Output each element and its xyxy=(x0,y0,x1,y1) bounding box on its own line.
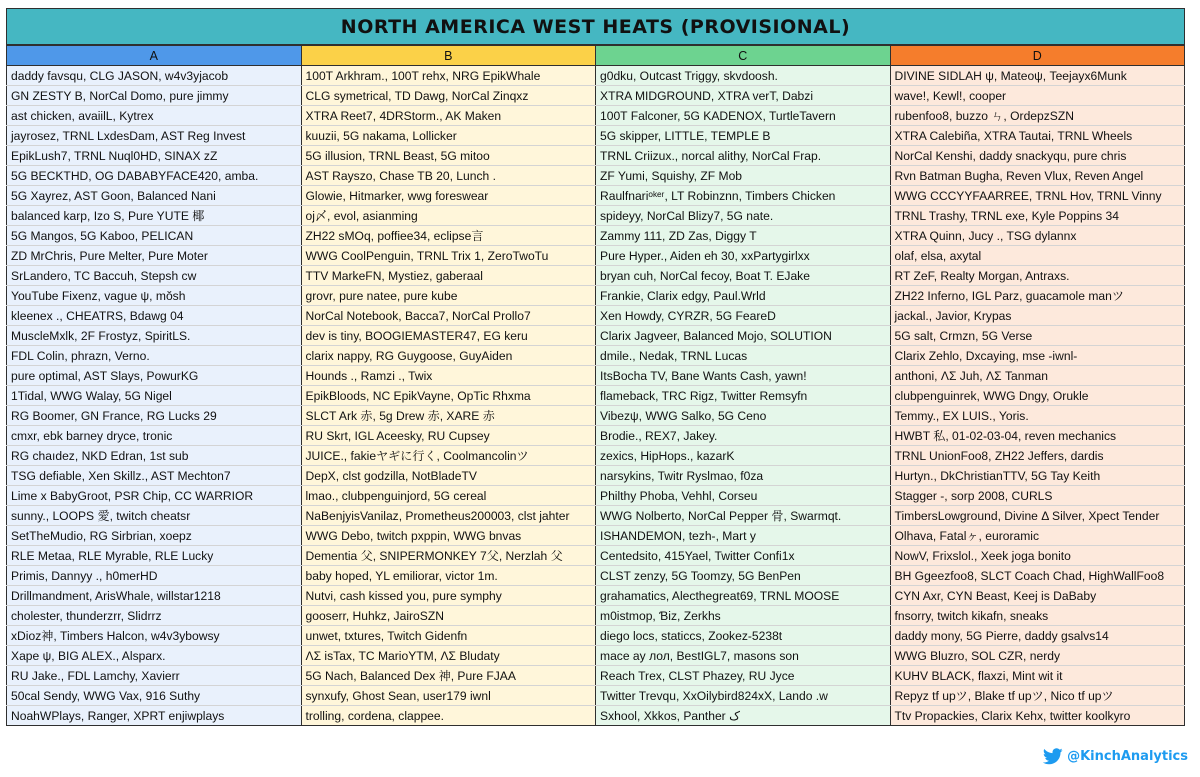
heat-cell-a: MuscleMxlk, 2F Frostyz, SpiritLS. xyxy=(7,326,302,346)
heat-cell-b: clarix nappy, RG Guygoose, GuyAiden xyxy=(301,346,596,366)
heat-cell-c: flameback, TRC Rigz, Twitter Remsyfn xyxy=(596,386,891,406)
heat-cell-d: clubpenguinrek, WWG Dngy, Orukle xyxy=(890,386,1185,406)
heat-cell-a: xDioz神, Timbers Halcon, w4v3ybowsy xyxy=(7,626,302,646)
heat-cell-b: grovr, pure natee, pure kube xyxy=(301,286,596,306)
heat-cell-b: Dementia 父, SNIPERMONKEY 7父, Nerzlah 父 xyxy=(301,546,596,566)
twitter-handle: @KinchAnalytics xyxy=(1067,749,1188,764)
heat-cell-c: g0dku, Outcast Triggy, skvdoosh. xyxy=(596,66,891,86)
table-row xyxy=(7,706,1185,726)
table-row xyxy=(7,546,1185,566)
heat-cell-d: NorCal Kenshi, daddy snackyqu, pure chris xyxy=(890,146,1185,166)
table-row xyxy=(7,206,1185,226)
twitter-bird-icon xyxy=(1043,748,1063,765)
heat-cell-c: Frankie, Clarix edgy, Paul.Wrld xyxy=(596,286,891,306)
heat-cell-d: fnsorry, twitch kikafn, sneaks xyxy=(890,606,1185,626)
table-row xyxy=(7,126,1185,146)
heat-cell-c: Clarix Jagveer, Balanced Mojo, SOLUTION xyxy=(596,326,891,346)
heat-cell-a: Lime x BabyGroot, PSR Chip, CC WARRIOR xyxy=(7,486,302,506)
heat-cell-c: TRNL Criizux., norcal alithy, NorCal Frap. xyxy=(596,146,891,166)
table-row xyxy=(7,246,1185,266)
table-row xyxy=(7,606,1185,626)
heat-cell-c: XTRA MIDGROUND, XTRA verT, Dabzi xyxy=(596,86,891,106)
table-row xyxy=(7,306,1185,326)
heat-cell-a: GN ZESTY B, NorCal Domo, pure jimmy xyxy=(7,86,302,106)
heat-cell-a: EpikLush7, TRNL Nuql0HD, SINAX zZ xyxy=(7,146,302,166)
table-row xyxy=(7,346,1185,366)
table-row xyxy=(7,466,1185,486)
heat-cell-b: NaBenjyisVanilaz, Prometheus200003, clst jahter xyxy=(301,506,596,526)
heat-cell-a: FDL Colin, phrazn, Verno. xyxy=(7,346,302,366)
heats-table xyxy=(6,45,1185,726)
heat-cell-b: CLG symetrical, TD Dawg, NorCal Zinqxz xyxy=(301,86,596,106)
heat-cell-a: sunny., LOOPS 愛, twitch cheatsr xyxy=(7,506,302,526)
heat-cell-c: Vibezψ, WWG Salko, 5G Ceno xyxy=(596,406,891,426)
table-row xyxy=(7,166,1185,186)
table-row xyxy=(7,566,1185,586)
heat-cell-a: 5G BECKTHD, OG DABABYFACE420, amba. xyxy=(7,166,302,186)
heat-cell-d: Clarix Zehlo, Dxcaying, mse -iwnl- xyxy=(890,346,1185,366)
heat-cell-b: trolling, cordena, clappee. xyxy=(301,706,596,726)
heat-cell-b: dev is tiny, BOOGIEMASTER47, EG keru xyxy=(301,326,596,346)
heat-cell-d: anthoni, ΛΣ Juh, ΛΣ Tanman xyxy=(890,366,1185,386)
heat-cell-c: mace ay лол, BestIGL7, masons son xyxy=(596,646,891,666)
heat-cell-d: XTRA Calebiña, XTRA Tautai, TRNL Wheels xyxy=(890,126,1185,146)
heat-cell-c: narsykins, Twitr Ryslmao, f0za xyxy=(596,466,891,486)
heat-cell-b: WWG CoolPenguin, TRNL Trix 1, ZeroTwoTu xyxy=(301,246,596,266)
heat-cell-d: Rvn Batman Bugha, Reven Vlux, Reven Angel xyxy=(890,166,1185,186)
heat-cell-c: Centedsito, 415Yael, Twitter Confi1x xyxy=(596,546,891,566)
header-row xyxy=(7,46,1185,66)
table-row xyxy=(7,666,1185,686)
heat-cell-a: 50cal Sendy, WWG Vax, 916 Suthy xyxy=(7,686,302,706)
heat-cell-d: Olhava, Fatalヶ, euroramic xyxy=(890,526,1185,546)
heat-cell-b: Hounds ., Ramzi ., Twix xyxy=(301,366,596,386)
heats-body xyxy=(7,66,1185,726)
table-row xyxy=(7,526,1185,546)
heat-cell-d: KUHV BLACK, flaxzi, Mint wit it xyxy=(890,666,1185,686)
heat-cell-a: Drillmandment, ArisWhale, willstar1218 xyxy=(7,586,302,606)
heat-cell-b: 100T Arkhram., 100T rehx, NRG EpikWhale xyxy=(301,66,596,86)
heat-cell-c: bryan cuh, NorCal fecoy, Boat T. EJake xyxy=(596,266,891,286)
heat-cell-b: synxufy, Ghost Sean, user179 iwnl xyxy=(301,686,596,706)
heat-cell-d: daddy mony, 5G Pierre, daddy gsalvs14 xyxy=(890,626,1185,646)
heat-cell-c: ItsBocha TV, Bane Wants Cash, yawn! xyxy=(596,366,891,386)
heat-cell-c: CLST zenzy, 5G Toomzy, 5G BenPen xyxy=(596,566,891,586)
heat-cell-b: Glowie, Hitmarker, wwg foreswear xyxy=(301,186,596,206)
heat-cell-a: cholester, thunderzrr, Slidrrz xyxy=(7,606,302,626)
heat-cell-b: gooserr, Huhkz, JairoSZN xyxy=(301,606,596,626)
heat-cell-a: RLE Metaa, RLE Myrable, RLE Lucky xyxy=(7,546,302,566)
heat-cell-a: daddy favsqu, CLG JASON, w4v3yjacob xyxy=(7,66,302,86)
heat-cell-c: ZF Yumi, Squishy, ZF Mob xyxy=(596,166,891,186)
heat-cell-d: olaf, elsa, axytal xyxy=(890,246,1185,266)
heat-cell-c: spideyy, NorCal Blizy7, 5G nate. xyxy=(596,206,891,226)
heat-cell-c: Pure Hyper., Aiden eh 30, xxPartygirlxx xyxy=(596,246,891,266)
heat-cell-a: YouTube Fixenz, vague ψ, mŏsh xyxy=(7,286,302,306)
table-row xyxy=(7,406,1185,426)
table-row xyxy=(7,586,1185,606)
heat-cell-a: TSG defiable, Xen Skillz., AST Mechton7 xyxy=(7,466,302,486)
heat-cell-b: NorCal Notebook, Bacca7, NorCal Prollo7 xyxy=(301,306,596,326)
heat-cell-c: Raulfnariᵒᵏᵉʳ, LT Robinznn, Timbers Chicken xyxy=(596,186,891,206)
heat-cell-c: Xen Howdy, CYRZR, 5G FeareD xyxy=(596,306,891,326)
heat-cell-b: ZH22 sMOq, poffiee34, eclipse言 xyxy=(301,226,596,246)
heat-cell-d: RT ZeF, Realty Morgan, Antraxs. xyxy=(890,266,1185,286)
table-row xyxy=(7,66,1185,86)
table-row xyxy=(7,86,1185,106)
heat-cell-d: Ttv Propackies, Clarix Kehx, twitter koolkyro xyxy=(890,706,1185,726)
heat-cell-a: pure optimal, AST Slays, PowurKG xyxy=(7,366,302,386)
table-row xyxy=(7,446,1185,466)
heat-cell-a: jayrosez, TRNL LxdesDam, AST Reg Invest xyxy=(7,126,302,146)
heat-cell-b: AST Rayszo, Chase TB 20, Lunch . xyxy=(301,166,596,186)
heat-cell-c: Brodie., REX7, Jakey. xyxy=(596,426,891,446)
heat-cell-b: SLCT Ark 赤, 5g Drew 赤, XARE 赤 xyxy=(301,406,596,426)
heat-cell-a: ast chicken, avaiilL, Kytrex xyxy=(7,106,302,126)
heat-cell-d: BH Ggeezfoo8, SLCT Coach Chad, HighWallFoo8 xyxy=(890,566,1185,586)
heat-cell-d: HWBT 私, 01-02-03-04, reven mechanics xyxy=(890,426,1185,446)
heat-cell-d: NowV, Frixslol., Xeek joga bonito xyxy=(890,546,1185,566)
heat-cell-d: TRNL UnionFoo8, ZH22 Jeffers, dardis xyxy=(890,446,1185,466)
heat-cell-c: ISHANDEMON, tezh-, Mart y xyxy=(596,526,891,546)
heat-cell-c: grahamatics, Alecthegreat69, TRNL MOOSE xyxy=(596,586,891,606)
heat-cell-d: TRNL Trashy, TRNL exe, Kyle Poppins 34 xyxy=(890,206,1185,226)
heat-cell-a: SrLandero, TC Baccuh, Stepsh cw xyxy=(7,266,302,286)
heat-cell-b: Nutvi, cash kissed you, pure symphy xyxy=(301,586,596,606)
heat-cell-a: NoahWPlays, Ranger, XPRT enjiwplays xyxy=(7,706,302,726)
heat-cell-b: 5G Nach, Balanced Dex 神, Pure FJAA xyxy=(301,666,596,686)
table-row xyxy=(7,386,1185,406)
table-row xyxy=(7,326,1185,346)
heat-cell-a: 5G Xayrez, AST Goon, Balanced Nani xyxy=(7,186,302,206)
heat-cell-a: 5G Mangos, 5G Kaboo, PELICAN xyxy=(7,226,302,246)
heat-cell-b: unwet, txtures, Twitch Gidenfn xyxy=(301,626,596,646)
heat-cell-c: dmile., Nedak, TRNL Lucas xyxy=(596,346,891,366)
table-row xyxy=(7,686,1185,706)
heat-cell-c: Twitter Trevqu, XxOilybird824xX, Lando .w xyxy=(596,686,891,706)
heat-cell-b: RU Skrt, IGL Aceesky, RU Cupsey xyxy=(301,426,596,446)
heat-cell-b: ΛΣ isTax, TC MarioYTM, ΛΣ Bludaty xyxy=(301,646,596,666)
heat-cell-d: CYN Axr, CYN Beast, Keej is DaBaby xyxy=(890,586,1185,606)
heat-cell-b: EpikBloods, NC EpikVayne, OpTic Rhxma xyxy=(301,386,596,406)
heat-cell-a: cmxr, ebk barney dryce, tronic xyxy=(7,426,302,446)
heat-cell-a: RG chaıdez, NKD Edran, 1st sub xyxy=(7,446,302,466)
table-row xyxy=(7,426,1185,446)
column-header-c: C xyxy=(596,46,891,66)
heat-cell-a: RU Jake., FDL Lamchy, Xavierr xyxy=(7,666,302,686)
heat-cell-b: lmao., clubpenguinjord, 5G cereal xyxy=(301,486,596,506)
column-header-b: B xyxy=(301,46,596,66)
heat-cell-c: m0istmop, Ɓiz, Zerkhs xyxy=(596,606,891,626)
heat-cell-c: zexics, HipHops., kazarK xyxy=(596,446,891,466)
heat-cell-a: 1Tidal, WWG Walay, 5G Nigel xyxy=(7,386,302,406)
heat-cell-b: 5G illusion, TRNL Beast, 5G mitoo xyxy=(301,146,596,166)
heat-cell-a: kleenex ., CHEATRS, Bdawg 04 xyxy=(7,306,302,326)
heat-cell-c: Zammy 111, ZD Zas, Diggy T xyxy=(596,226,891,246)
heat-cell-c: diego locs, staticcs, Zookez-5238t xyxy=(596,626,891,646)
heat-cell-b: baby hoped, YL emiliorar, victor 1m. xyxy=(301,566,596,586)
table-row xyxy=(7,366,1185,386)
heat-cell-d: 5G salt, Crmzn, 5G Verse xyxy=(890,326,1185,346)
table-row xyxy=(7,506,1185,526)
heat-cell-b: JUICE., fakieヤギに行く, Coolmancolinツ xyxy=(301,446,596,466)
heat-cell-a: Xape ψ, BIG ALEX., Alsparx. xyxy=(7,646,302,666)
column-header-a: A xyxy=(7,46,302,66)
heat-cell-b: WWG Debo, twitch pxppin, WWG bnvas xyxy=(301,526,596,546)
table-row xyxy=(7,286,1185,306)
heat-cell-a: ZD MrChris, Pure Melter, Pure Moter xyxy=(7,246,302,266)
heat-cell-d: WWG Bluzro, SOL CZR, nerdy xyxy=(890,646,1185,666)
heat-cell-d: wave!, Kewl!, cooper xyxy=(890,86,1185,106)
heat-cell-d: ZH22 Inferno, IGL Parz, guacamole manツ xyxy=(890,286,1185,306)
heat-cell-b: kuuzii, 5G nakama, Lollicker xyxy=(301,126,596,146)
table-row xyxy=(7,106,1185,126)
heats-sheet xyxy=(6,8,1185,726)
heat-cell-c: WWG Nolberto, NorCal Pepper 骨, Swarmqt. xyxy=(596,506,891,526)
table-row xyxy=(7,226,1185,246)
heat-cell-c: 100T Falconer, 5G KADENOX, TurtleTavern xyxy=(596,106,891,126)
heat-cell-b: XTRA Reet7, 4DRStorm., AK Maken xyxy=(301,106,596,126)
heat-cell-a: balanced karp, Izo S, Pure YUTE 椰 xyxy=(7,206,302,226)
table-row xyxy=(7,146,1185,166)
column-header-d: D xyxy=(890,46,1185,66)
heat-cell-c: 5G skipper, LITTLE, TEMPLE B xyxy=(596,126,891,146)
heat-cell-b: DepX, clst godzilla, NotBladeTV xyxy=(301,466,596,486)
heat-cell-b: oj〆, evol, asianming xyxy=(301,206,596,226)
table-row xyxy=(7,646,1185,666)
heat-cell-b: TTV MarkeFN, Mystiez, gaberaal xyxy=(301,266,596,286)
footer-credit xyxy=(1043,748,1188,765)
heat-cell-a: Primis, Dannyy ., h0merHD xyxy=(7,566,302,586)
heat-cell-d: Repyz tf upツ, Blake tf upツ, Nico tf upツ xyxy=(890,686,1185,706)
table-row xyxy=(7,486,1185,506)
heat-cell-d: TimbersLowground, Divine Δ Silver, Xpect Tender xyxy=(890,506,1185,526)
heat-cell-d: Hurtyn., DkChristianTTV, 5G Tay Keith xyxy=(890,466,1185,486)
heat-cell-d: WWG CCCYYFAARREE, TRNL Hov, TRNL Vinny xyxy=(890,186,1185,206)
heat-cell-c: Reach Trex, CLST Phazey, RU Jyce xyxy=(596,666,891,686)
table-row xyxy=(7,186,1185,206)
heat-cell-d: Stagger -, sorp 2008, CURLS xyxy=(890,486,1185,506)
heat-cell-d: rubenfoo8, buzzo ㄣ, OrdepzSZN xyxy=(890,106,1185,126)
heat-cell-a: SetTheMudio, RG Sirbrian, xoepz xyxy=(7,526,302,546)
table-row xyxy=(7,626,1185,646)
heat-cell-d: DIVINE SIDLAH ψ, Mateoψ, Teejayx6Munk xyxy=(890,66,1185,86)
heat-cell-d: jackal., Javior, Krypas xyxy=(890,306,1185,326)
heat-cell-a: RG Boomer, GN France, RG Lucks 29 xyxy=(7,406,302,426)
heat-cell-d: Temmy., EX LUIS., Yoris. xyxy=(890,406,1185,426)
heat-cell-c: Philthy Phoba, Vehhl, Corseu xyxy=(596,486,891,506)
sheet-title: NORTH AMERICA WEST HEATS (PROVISIONAL) xyxy=(6,8,1185,45)
table-row xyxy=(7,266,1185,286)
heat-cell-c: Sxhool, Xkkos, Panther ﮎ xyxy=(596,706,891,726)
heat-cell-d: XTRA Quinn, Jucy ., TSG dylannx xyxy=(890,226,1185,246)
